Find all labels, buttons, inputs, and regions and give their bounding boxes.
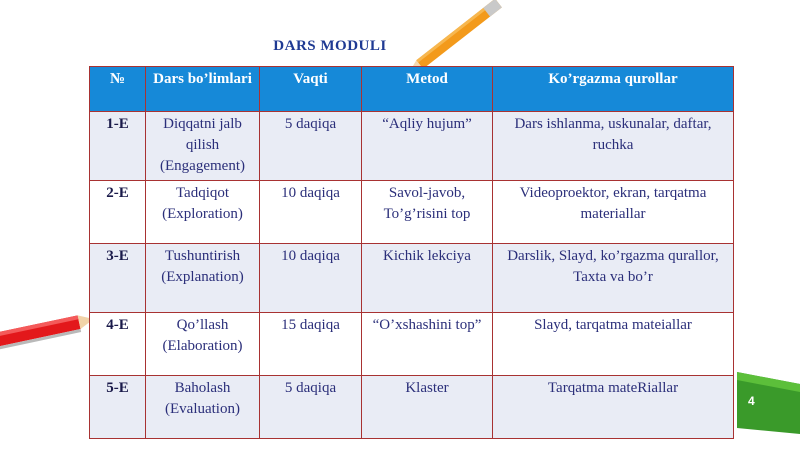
- row-tools: Videoproektor, ekran, tarqatma materiallar: [493, 181, 734, 244]
- row-lesson-part: Qo’llash (Elaboration): [146, 313, 260, 376]
- row-method: “O’xshashini top”: [362, 313, 493, 376]
- row-time: 15 daqiqa: [260, 313, 362, 376]
- row-tools: Dars ishlanma, uskunalar, daftar, ruchka: [493, 112, 734, 181]
- row-lesson-part: Baholash (Evaluation): [146, 376, 260, 439]
- page-number: 4: [748, 394, 755, 408]
- slide-title: DARS MODULI: [273, 38, 387, 54]
- row-method: “Aqliy hujum”: [362, 112, 493, 181]
- row-method: Savol-javob, To’g’risini top: [362, 181, 493, 244]
- header-time: Vaqti: [260, 67, 362, 112]
- table-row: [90, 376, 734, 439]
- row-tools: Slayd, tarqatma mateiallar: [493, 313, 734, 376]
- table-header-row: [90, 67, 734, 112]
- header-method: Metod: [362, 67, 493, 112]
- row-number: 4-E: [90, 313, 146, 376]
- row-method: Kichik lekciya: [362, 244, 493, 313]
- header-lesson-parts: Dars bo’limlari: [146, 67, 260, 112]
- row-number: 2-E: [90, 181, 146, 244]
- row-tools: Darslik, Slayd, ko’rgazma qurallor, Taxta va bo’r: [493, 244, 734, 313]
- row-time: 5 daqiqa: [260, 376, 362, 439]
- table-row: [90, 181, 734, 244]
- row-method: Klaster: [362, 376, 493, 439]
- header-tools: Ko’rgazma qurollar: [493, 67, 734, 112]
- table-row: [90, 244, 734, 313]
- row-number: 1-E: [90, 112, 146, 181]
- row-number: 3-E: [90, 244, 146, 313]
- header-number: №: [90, 67, 146, 112]
- orange-pencil-icon: [400, 0, 520, 70]
- row-lesson-part: Diqqatni jalb qilish (Engagement): [146, 112, 260, 181]
- row-time: 5 daqiqa: [260, 112, 362, 181]
- green-tab-icon: [737, 372, 800, 434]
- row-lesson-part: Tushuntirish (Explanation): [146, 244, 260, 313]
- lesson-module-table: [89, 66, 734, 439]
- row-tools: Tarqatma mateRiallar: [493, 376, 734, 439]
- red-pencil-icon: [0, 300, 95, 360]
- table-row: [90, 313, 734, 376]
- table-row: [90, 112, 734, 181]
- row-time: 10 daqiqa: [260, 181, 362, 244]
- row-number: 5-E: [90, 376, 146, 439]
- row-lesson-part: Tadqiqot (Exploration): [146, 181, 260, 244]
- row-time: 10 daqiqa: [260, 244, 362, 313]
